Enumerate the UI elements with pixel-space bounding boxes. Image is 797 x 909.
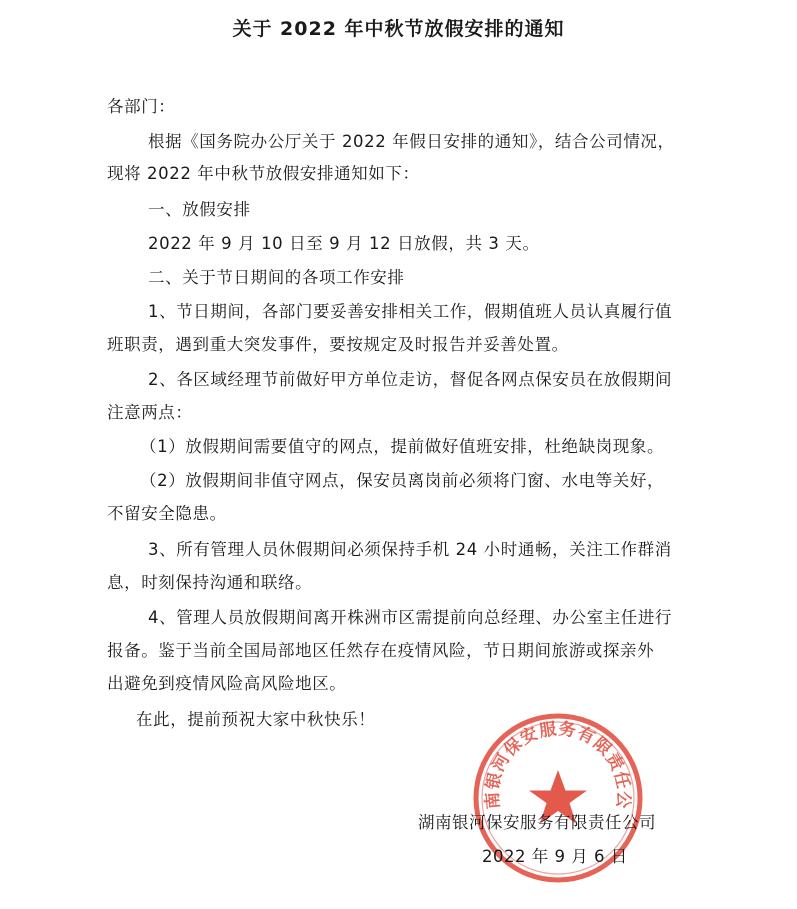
item2-line-1: 2、各区域经理节前做好甲方单位走访，督促各网点保安员在放假期间 [148, 370, 673, 389]
notice-title: 关于 2022 年中秋节放假安排的通知 [232, 18, 565, 40]
section1-heading: 一、放假安排 [148, 200, 251, 219]
signature-company: 湖南银河保安服务有限责任公司 [418, 813, 656, 832]
signature-date: 2022 年 9 月 6 日 [482, 847, 628, 866]
item2-sub2-line-1: （2）放假期间非值守网点，保安员离岗前必须将门窗、水电等关好， [140, 471, 665, 490]
item4-line-1: 4、管理人员放假期间离开株洲市区需提前向总经理、办公室主任进行 [148, 608, 673, 627]
intro-line-1: 根据《国务院办公厅关于 2022 年假日安排的通知》，结合公司情况， [148, 132, 675, 151]
intro-line-2: 现将 2022 年中秋节放假安排通知如下： [107, 164, 420, 183]
seal-text: 湖南银河保安服务有限责任公司 [461, 695, 634, 810]
item2-line-2: 注意两点： [107, 403, 193, 422]
item2-sub2-line-2: 不留安全隐患。 [107, 504, 227, 523]
item2-sub1: （1）放假期间需要值守的网点，提前做好值班安排，杜绝缺岗现象。 [140, 437, 665, 456]
item4-line-2: 报备。鉴于当前全国局部地区任然存在疫情风险，节日期间旅游或探亲外 [107, 641, 655, 660]
section2-heading: 二、关于节日期间的各项工作安排 [148, 268, 405, 287]
closing: 在此，提前预祝大家中秋快乐！ [136, 710, 376, 729]
item3-line-2: 息，时刻保持沟通和联络。 [107, 573, 313, 592]
item3-line-1: 3、所有管理人员休假期间必须保持手机 24 小时通畅，关注工作群消 [148, 540, 672, 559]
item1-line-2: 班职责，遇到重大突发事件，要按规定及时报告并妥善处置。 [107, 335, 569, 354]
item1-line-1: 1、节日期间，各部门要妥善安排相关工作，假期值班人员认真履行值 [148, 302, 673, 321]
section1-text: 2022 年 9 月 10 日至 9 月 12 日放假，共 3 天。 [148, 234, 540, 253]
salutation: 各部门： [107, 97, 176, 116]
item4-line-3: 出避免到疫情风险高风险地区。 [107, 674, 347, 693]
